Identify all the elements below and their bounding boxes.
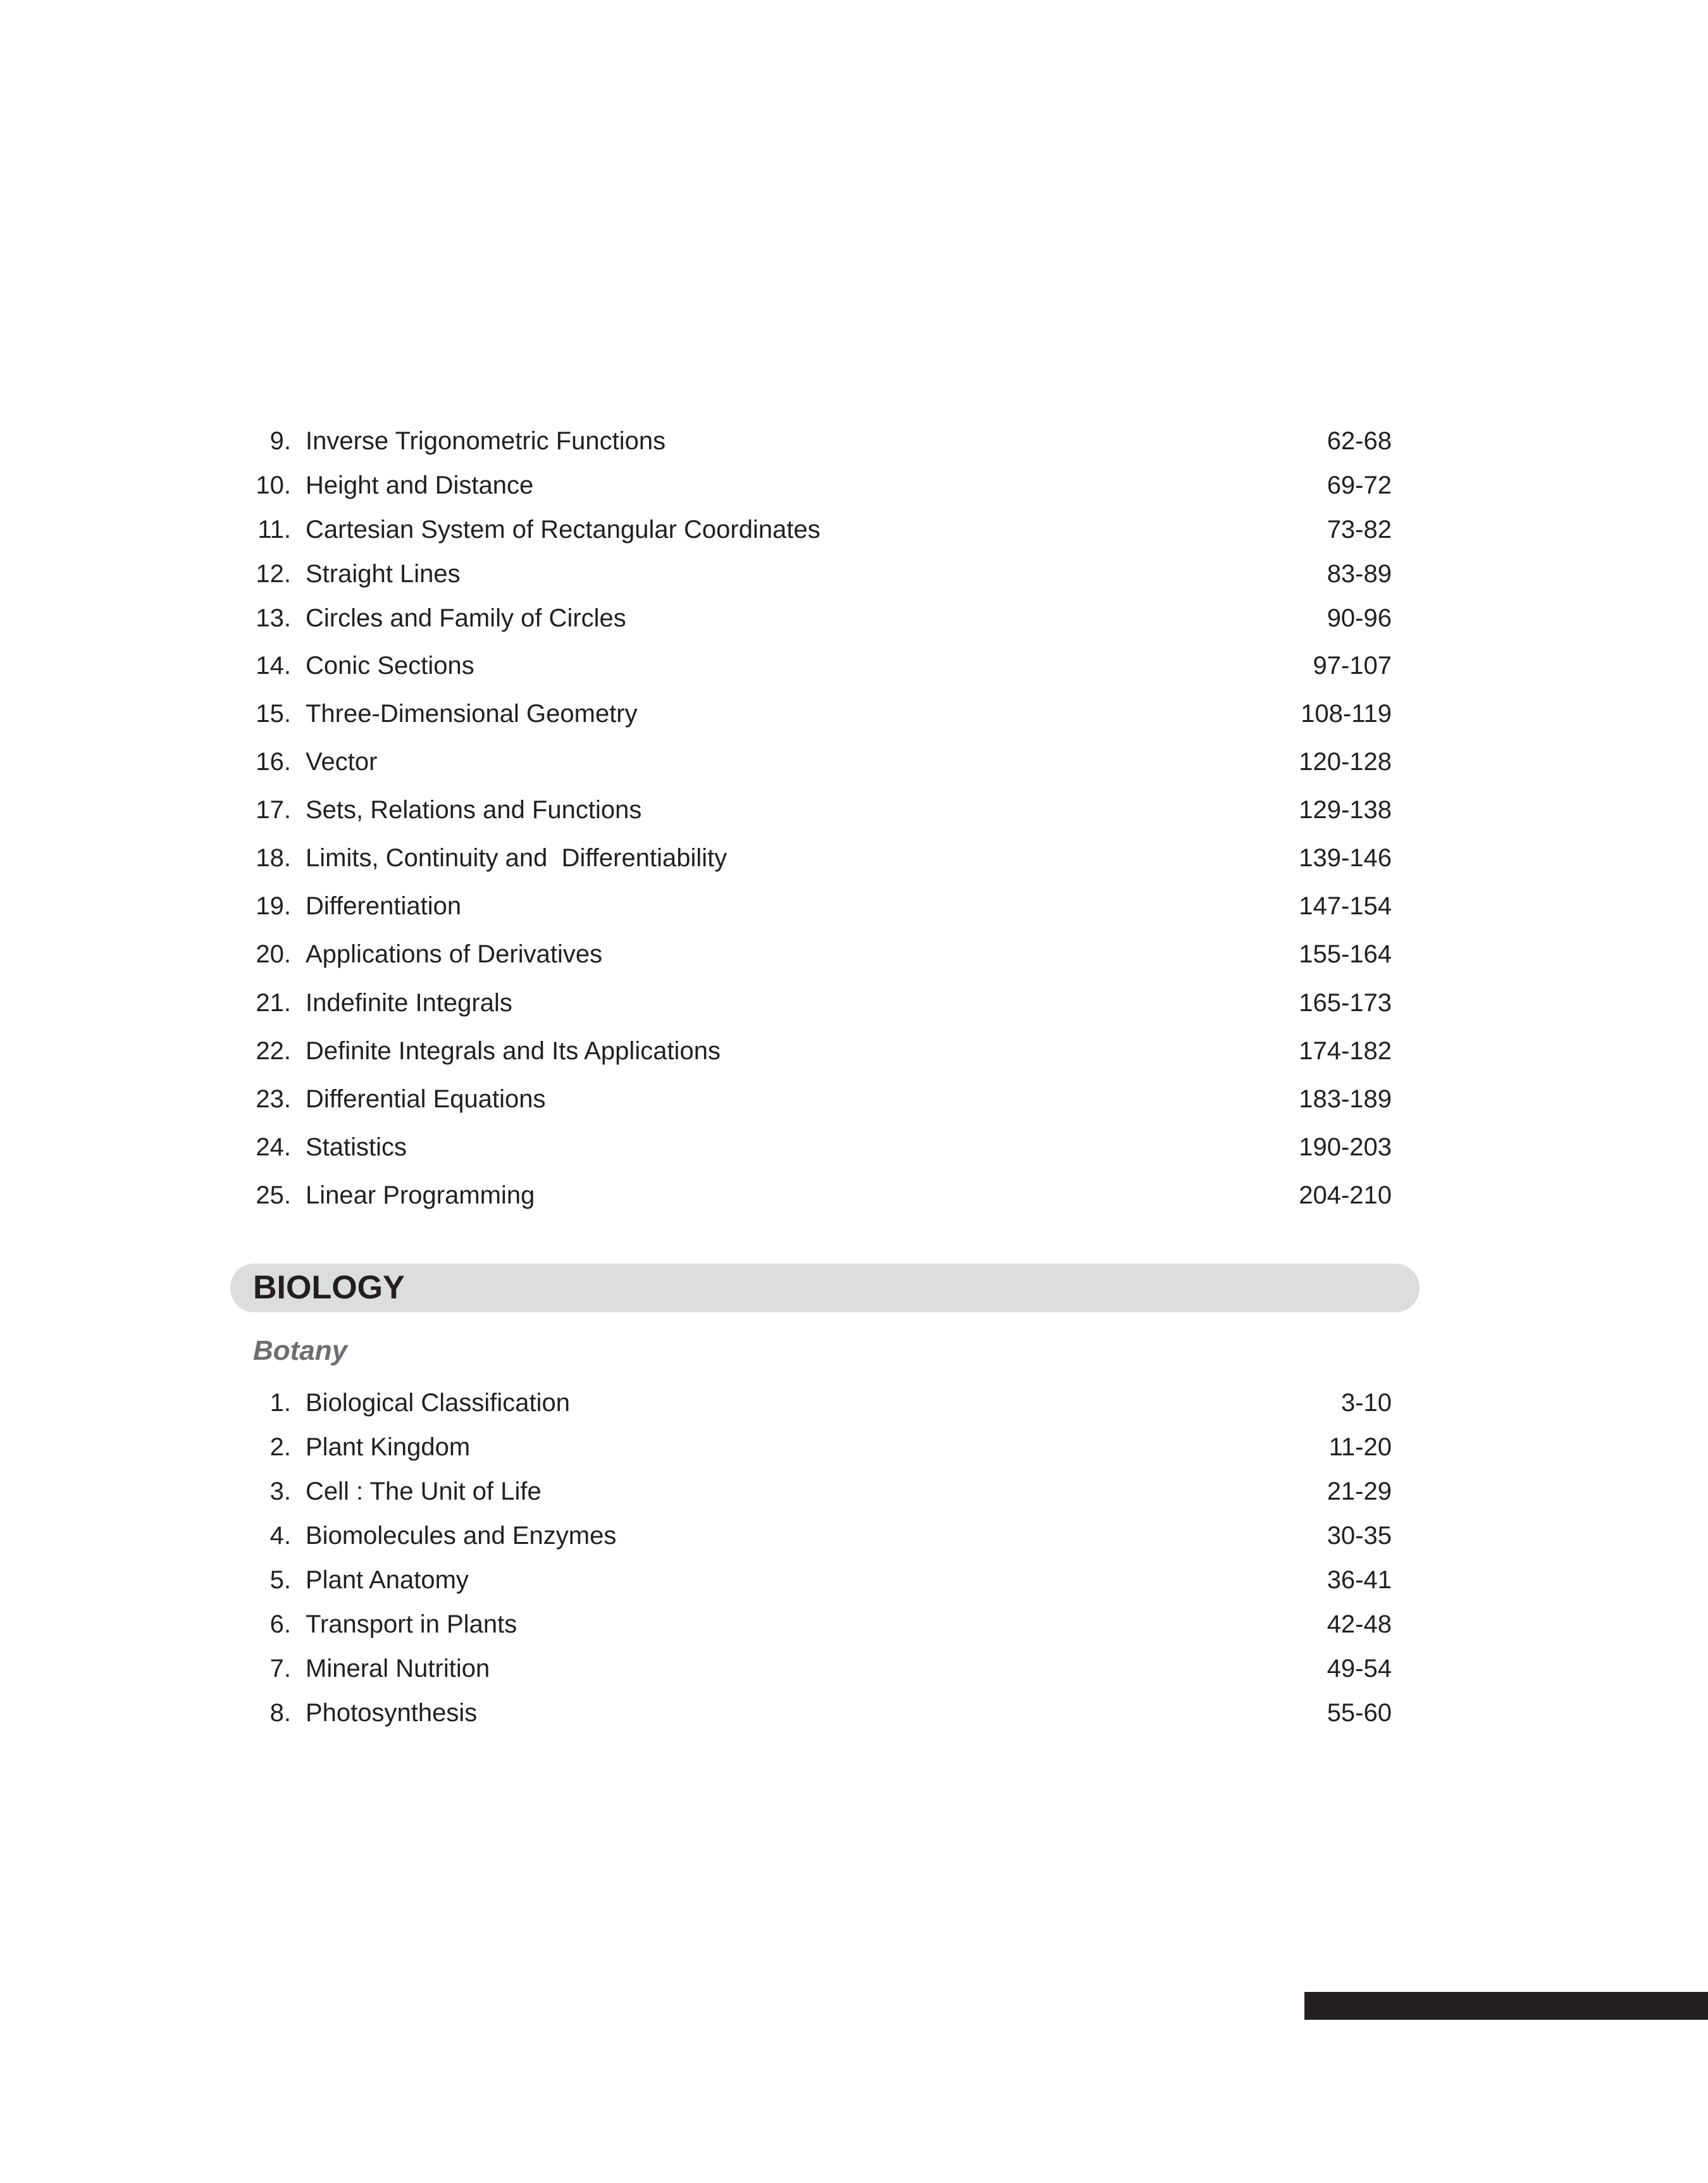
toc-row — [0, 1517, 1708, 1555]
toc-row — [0, 1384, 1708, 1422]
page-range: 73-82 — [1327, 516, 1392, 544]
page-range: 139-146 — [1299, 844, 1392, 872]
chapter-title: Mineral Nutrition — [306, 1655, 490, 1682]
chapter-title: Vector — [306, 748, 378, 776]
toc-row — [0, 647, 1708, 685]
toc-row — [0, 839, 1708, 877]
toc-row — [0, 791, 1708, 829]
toc-row — [0, 695, 1708, 733]
chapter-number: 22. — [256, 1037, 291, 1065]
page-range: 83-89 — [1327, 560, 1392, 588]
chapter-number: 11. — [257, 516, 291, 544]
chapter-number: 5. — [269, 1566, 291, 1594]
page-range: 62-68 — [1327, 427, 1392, 455]
toc-row — [0, 1650, 1708, 1688]
toc-row — [0, 1561, 1708, 1599]
toc-row — [0, 743, 1708, 781]
chapter-title: Sets, Relations and Functions — [306, 796, 642, 824]
chapter-title: Straight Lines — [306, 560, 461, 588]
chapter-number: 20. — [256, 940, 291, 968]
page-edge-bar — [1304, 1992, 1708, 2020]
chapter-number: 7. — [269, 1655, 291, 1682]
toc-row — [0, 422, 1708, 460]
chapter-number: 10. — [256, 471, 291, 499]
chapter-title: Differentiation — [306, 892, 462, 920]
chapter-title: Inverse Trigonometric Functions — [306, 427, 666, 455]
toc-row — [0, 887, 1708, 925]
toc-row — [0, 599, 1708, 637]
page-range: 36-41 — [1327, 1566, 1392, 1594]
toc-row — [0, 1694, 1708, 1732]
page-range: 190-203 — [1299, 1133, 1392, 1161]
chapter-title: Limits, Continuity and Differentiability — [306, 844, 727, 872]
page-range: 129-138 — [1299, 796, 1392, 824]
toc-row — [0, 1472, 1708, 1510]
toc-row — [0, 1428, 1708, 1466]
chapter-number: 21. — [256, 989, 291, 1017]
toc-row — [0, 1176, 1708, 1214]
page-range: 11-20 — [1328, 1433, 1392, 1461]
chapter-title: Plant Kingdom — [306, 1433, 471, 1461]
chapter-title: Transport in Plants — [306, 1610, 517, 1638]
chapter-title: Differential Equations — [306, 1085, 546, 1113]
section-heading: BIOLOGY — [253, 1269, 405, 1306]
chapter-title: Three-Dimensional Geometry — [306, 700, 638, 728]
chapter-number: 12. — [256, 560, 291, 588]
toc-row — [0, 984, 1708, 1022]
chapter-number: 18. — [256, 844, 291, 872]
page-range: 69-72 — [1327, 471, 1392, 499]
chapter-title: Height and Distance — [306, 471, 534, 499]
page-range: 174-182 — [1299, 1037, 1392, 1065]
toc-row — [0, 935, 1708, 973]
page-range: 90-96 — [1327, 604, 1392, 632]
toc-row — [0, 511, 1708, 549]
page-range: 30-35 — [1327, 1522, 1392, 1550]
page-range: 3-10 — [1340, 1389, 1392, 1417]
page-range: 165-173 — [1299, 989, 1392, 1017]
toc-row — [0, 555, 1708, 593]
page-range: 21-29 — [1327, 1477, 1392, 1505]
chapter-number: 1. — [269, 1389, 291, 1417]
toc-row — [0, 1605, 1708, 1643]
page-range: 147-154 — [1299, 892, 1392, 920]
chapter-title: Indefinite Integrals — [306, 989, 512, 1017]
chapter-title: Statistics — [306, 1133, 407, 1161]
chapter-title: Biological Classification — [306, 1389, 570, 1417]
page-range: 120-128 — [1299, 748, 1392, 776]
chapter-number: 4. — [269, 1522, 291, 1550]
page-range: 108-119 — [1301, 700, 1392, 728]
chapter-number: 6. — [269, 1610, 291, 1638]
page-range: 42-48 — [1327, 1610, 1392, 1638]
toc-row — [0, 1080, 1708, 1118]
chapter-number: 24. — [256, 1133, 291, 1161]
section-header-bar — [230, 1264, 1420, 1312]
toc-row — [0, 1128, 1708, 1166]
chapter-number: 16. — [256, 748, 291, 776]
chapter-number: 14. — [256, 652, 291, 680]
page-range: 155-164 — [1299, 940, 1392, 968]
page-range: 97-107 — [1313, 652, 1392, 680]
page-range: 204-210 — [1299, 1181, 1392, 1209]
chapter-title: Plant Anatomy — [306, 1566, 469, 1594]
chapter-title: Biomolecules and Enzymes — [306, 1522, 617, 1550]
chapter-number: 3. — [269, 1477, 291, 1505]
toc-row — [0, 466, 1708, 504]
chapter-number: 19. — [256, 892, 291, 920]
chapter-number: 13. — [256, 604, 291, 632]
page-range: 49-54 — [1327, 1655, 1392, 1682]
page-range: 55-60 — [1327, 1699, 1392, 1727]
page-range: 183-189 — [1299, 1085, 1392, 1113]
chapter-number: 23. — [256, 1085, 291, 1113]
chapter-title: Cartesian System of Rectangular Coordinates — [306, 516, 820, 544]
toc-row — [0, 1032, 1708, 1070]
chapter-number: 15. — [256, 700, 291, 728]
chapter-title: Cell : The Unit of Life — [306, 1477, 541, 1505]
chapter-title: Conic Sections — [306, 652, 474, 680]
subsection-heading: Botany — [253, 1335, 348, 1366]
chapter-title: Circles and Family of Circles — [306, 604, 626, 632]
chapter-number: 9. — [269, 427, 291, 455]
chapter-number: 25. — [256, 1181, 291, 1209]
chapter-title: Linear Programming — [306, 1181, 535, 1209]
chapter-number: 2. — [269, 1433, 291, 1461]
chapter-number: 17. — [256, 796, 291, 824]
chapter-title: Photosynthesis — [306, 1699, 478, 1727]
chapter-title: Definite Integrals and Its Applications — [306, 1037, 721, 1065]
chapter-number: 8. — [269, 1699, 291, 1727]
chapter-title: Applications of Derivatives — [306, 940, 603, 968]
